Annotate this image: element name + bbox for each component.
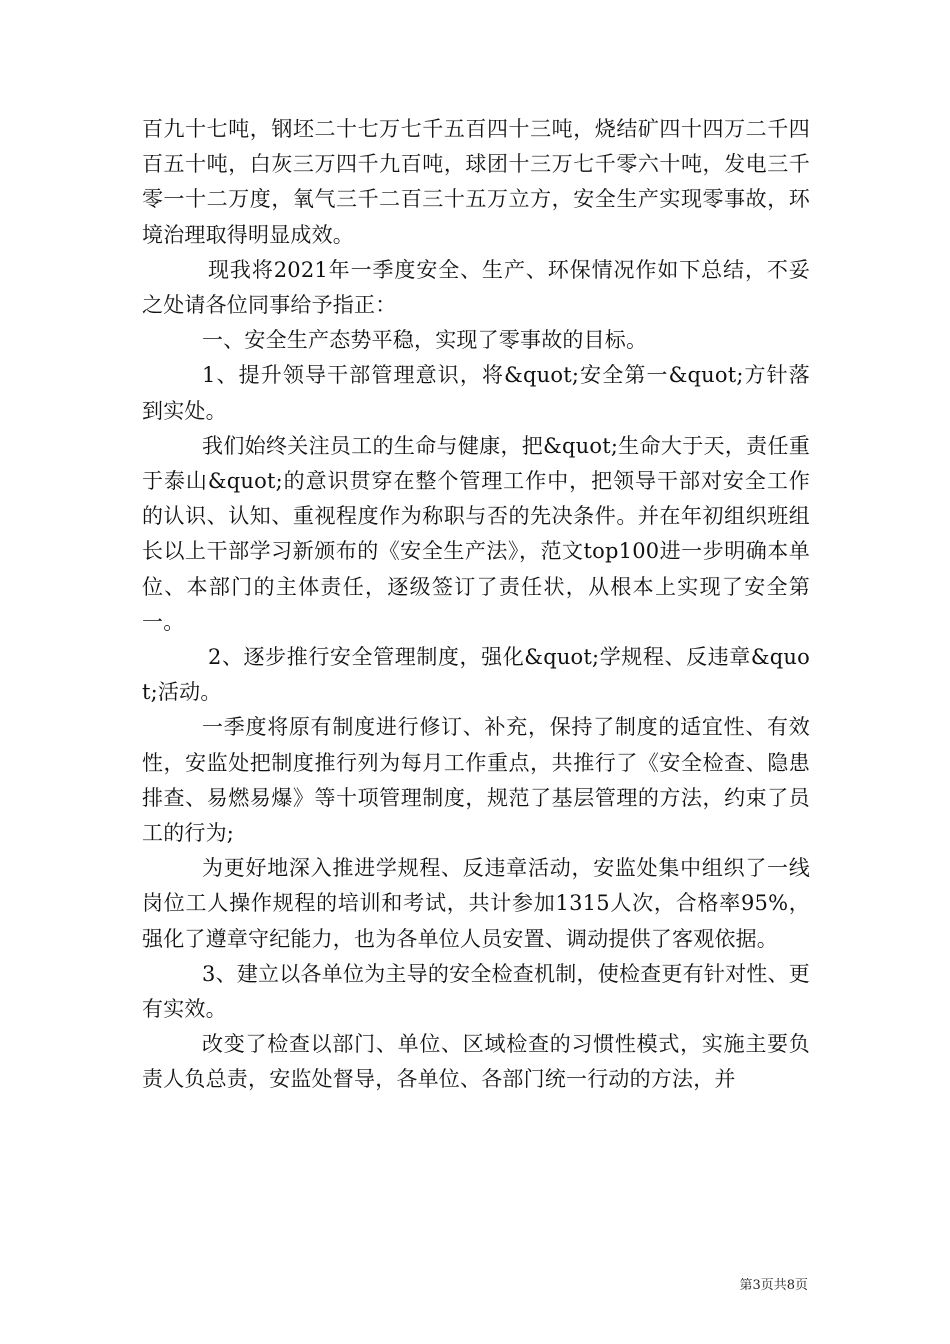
paragraph-8: 为更好地深入推进学规程、反违章活动，安监处集中组织了一线岗位工人操作规程的培训和考试，共计参加1315人次，合格率95%，强化了遵章守纪能力，也为各单位人员安置、调动提供了客观依据。 — [142, 856, 810, 951]
paragraph-2: 现我将2021年一季度安全、生产、环保情况作如下总结，不妥之处请各位同事给予指正： — [142, 257, 810, 318]
paragraph-3: 一、安全生产态势平稳，实现了零事故的目标。 — [202, 328, 648, 353]
paragraph-6: 2、逐步推行安全管理制度，强化&quot;学规程、反违章&quot;活动。 — [142, 645, 810, 705]
paragraph-5: 我们始终关注员工的生命与健康，把&quot;生命大于天，责任重于泰山&quot;的意识贯穿在整个管理工作中，把领导干部对安全工作的认识、认知、重视程度作为称职与否的先决条件。并在年初组织班组长以上干部学习新颁布的《安全生产法》，范文top100进一步明确本单位、本部门的主体责任，逐级签订了责任状，从根本上实现了安全第一。 — [142, 433, 810, 634]
paragraph-10: 改变了检查以部门、单位、区域检查的习惯性模式，实施主要负责人负总责，安监处督导，各单位、各部门统一行动的方法，并 — [142, 1032, 810, 1092]
paragraph-9: 3、建立以各单位为主导的安全检查机制，使检查更有针对性、更有实效。 — [142, 961, 810, 1022]
paragraph-7: 一季度将原有制度进行修订、补充，保持了制度的适宜性、有效性，安监处把制度推行列为每月工作重点，共推行了《安全检查、隐患排查、易燃易爆》等十项管理制度，规范了基层管理的方法，约束了员工的行为; — [142, 715, 810, 846]
document-body — [142, 112, 810, 1098]
page-number: 第3页共8页 — [739, 1278, 808, 1293]
paragraph-4: 1、提升领导干部管理意识，将&quot;安全第一&quot;方针落到实处。 — [142, 363, 810, 423]
paragraph-1: 百九十七吨，钢坯二十七万七千五百四十三吨，烧结矿四十四万二千四百五十吨，白灰三万四千九百吨，球团十三万七千零六十吨，发电三千零一十二万度，氧气三千二百三十五万立方，安全生产实现零事故，环境治理取得明显成效。 — [142, 117, 810, 247]
